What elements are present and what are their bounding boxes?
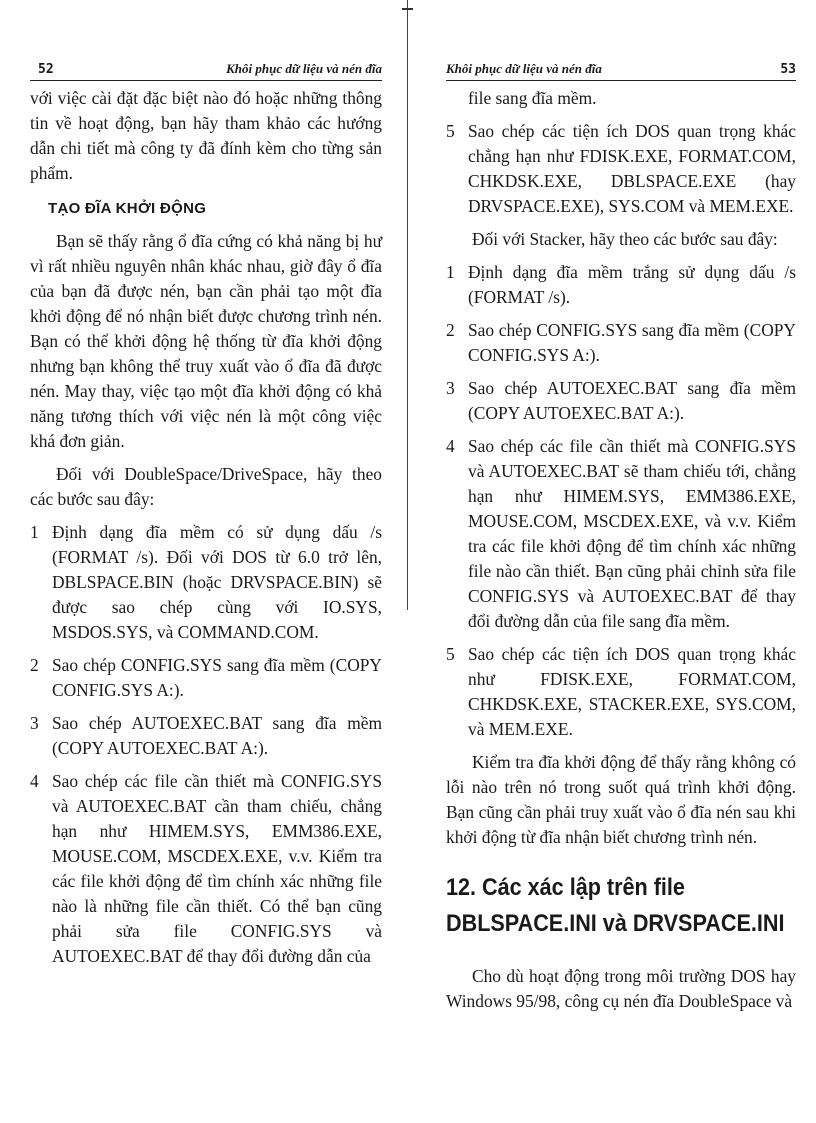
step-number: 4 bbox=[446, 436, 455, 456]
step-number: 2 bbox=[446, 320, 455, 340]
doublespace-steps bbox=[30, 520, 382, 969]
step-text: Sao chép AUTOEXEC.BAT sang đĩa mềm (COPY AUTOEXEC.BAT A:). bbox=[52, 713, 382, 758]
list-item bbox=[446, 119, 796, 219]
paragraph: Đối với DoubleSpace/DriveSpace, hãy theo các bước sau đây: bbox=[30, 464, 382, 509]
list-item bbox=[446, 260, 796, 310]
step-number: 2 bbox=[30, 655, 39, 675]
paragraph: Cho dù hoạt động trong môi trường DOS hay Windows 95/98, công cụ nén đĩa DoubleSpace và bbox=[446, 966, 796, 1011]
step-text: Định dạng đĩa mềm trắng sử dụng dấu /s (FORMAT /s). bbox=[468, 262, 796, 307]
step-text: Sao chép CONFIG.SYS sang đĩa mềm (COPY CONFIG.SYS A:). bbox=[468, 320, 796, 365]
step-number: 5 bbox=[446, 644, 455, 664]
step-number: 1 bbox=[30, 522, 39, 542]
list-item bbox=[446, 642, 796, 742]
step-text: Sao chép CONFIG.SYS sang đĩa mềm (COPY CONFIG.SYS A:). bbox=[52, 655, 382, 700]
intro-paragraph: với việc cài đặt đặc biệt nào đó hoặc những thông tin về hoạt động, bạn hãy tham khảo các hướng dẫn chi tiết mà công ty đã đính kèm cho từng sản phẩm. bbox=[30, 88, 382, 183]
list-item bbox=[30, 769, 382, 969]
page-number: 52 bbox=[38, 62, 54, 77]
step-text: Sao chép các tiện ích DOS quan trọng khác như FDISK.EXE, FORMAT.COM, CHKDSK.EXE, STACKER.EXE, SYS.COM, và MEM.EXE. bbox=[468, 644, 796, 739]
step-text: Sao chép AUTOEXEC.BAT sang đĩa mềm (COPY AUTOEXEC.BAT A:). bbox=[468, 378, 796, 423]
list-item bbox=[30, 653, 382, 703]
left-text-column bbox=[30, 86, 382, 977]
left-page-header bbox=[30, 58, 382, 81]
step-number: 4 bbox=[30, 771, 39, 791]
right-page-header bbox=[446, 58, 796, 81]
list-item bbox=[446, 318, 796, 368]
stacker-steps bbox=[446, 260, 796, 742]
list-item bbox=[446, 434, 796, 634]
subheading: TẠO ĐĨA KHỞI ĐỘNG bbox=[48, 200, 207, 217]
list-item bbox=[30, 711, 382, 761]
right-page bbox=[408, 0, 816, 1123]
continued-steps bbox=[446, 119, 796, 219]
paragraph: Bạn sẽ thấy rằng ổ đĩa cứng có khả năng bị hư vì rất nhiều nguyên nhân khác nhau, giờ đây ổ đĩa của bạn đã được nén, bạn cần phải tạo một đĩa khởi động để nó nhận biết được chương trình nén. Bạn có thể khởi động hệ thống từ đĩa khởi động nhưng bạn không thể truy xuất vào ổ đĩa đã được nén. May thay, việc tạo một đĩa khởi động có khả năng tương thích với việc nén là một công việc khá đơn giản. bbox=[30, 231, 382, 451]
page-number: 53 bbox=[780, 62, 796, 77]
running-title: Khôi phục dữ liệu và nén đĩa bbox=[446, 61, 602, 76]
step-number: 5 bbox=[446, 121, 455, 141]
step-text: Sao chép các tiện ích DOS quan trọng khác chẳng hạn như FDISK.EXE, FORMAT.COM, CHKDSK.EXE, DBLSPACE.EXE (hay DRVSPACE.EXE), SYS.COM và MEM.EXE. bbox=[468, 121, 796, 216]
continuation-line: file sang đĩa mềm. bbox=[468, 88, 597, 108]
step-number: 3 bbox=[30, 713, 39, 733]
list-item bbox=[446, 376, 796, 426]
paragraph: Kiểm tra đĩa khởi động để thấy rằng không có lỗi nào trên nó trong suốt quá trình khởi động. Bạn cũng cần phải truy xuất vào ổ đĩa nén sau khi khởi động từ đĩa nhận biết chương trình nén. bbox=[446, 752, 796, 847]
right-text-column bbox=[446, 86, 796, 1022]
step-text: Sao chép các file cần thiết mà CONFIG.SYS và AUTOEXEC.BAT cần tham chiếu, chẳng hạn như HIMEM.SYS, EMM386.EXE, MOUSE.COM, MSCDEX.EXE, v.v. Kiểm tra các file khởi động để tìm chính xác những file nào là những file cần thiết. Có thể bạn cũng phải sửa file CONFIG.SYS và AUTOEXEC.BAT để thay đổi đường dẫn của bbox=[52, 771, 382, 966]
section-heading: 12. Các xác lập trên file DBLSPACE.INI và DRVSPACE.INI bbox=[446, 874, 785, 937]
running-title: Khôi phục dữ liệu và nén đĩa bbox=[226, 61, 382, 76]
list-item bbox=[30, 520, 382, 645]
step-text: Định dạng đĩa mềm có sử dụng dấu /s (FORMAT /s). Đối với DOS từ 6.0 trở lên, DBLSPACE.BIN (hoặc DRVSPACE.BIN) sẽ được sao chép cùng với IO.SYS, MSDOS.SYS, và COMMAND.COM. bbox=[52, 522, 382, 642]
paragraph: Đối với Stacker, hãy theo các bước sau đây: bbox=[472, 229, 778, 249]
step-text: Sao chép các file cần thiết mà CONFIG.SYS và AUTOEXEC.BAT sẽ tham chiếu tới, chẳng hạn như HIMEM.SYS, EMM386.EXE, MOUSE.COM, MSCDEX.EXE, và v.v. Kiểm tra các file khởi động để tìm chính xác những file nào cần thiết. Bạn cũng phải chỉnh sửa file CONFIG.SYS và AUTOEXEC.BAT để thay đổi đường dẫn của file sang đĩa mềm. bbox=[468, 436, 796, 631]
step-number: 1 bbox=[446, 262, 455, 282]
step-number: 3 bbox=[446, 378, 455, 398]
